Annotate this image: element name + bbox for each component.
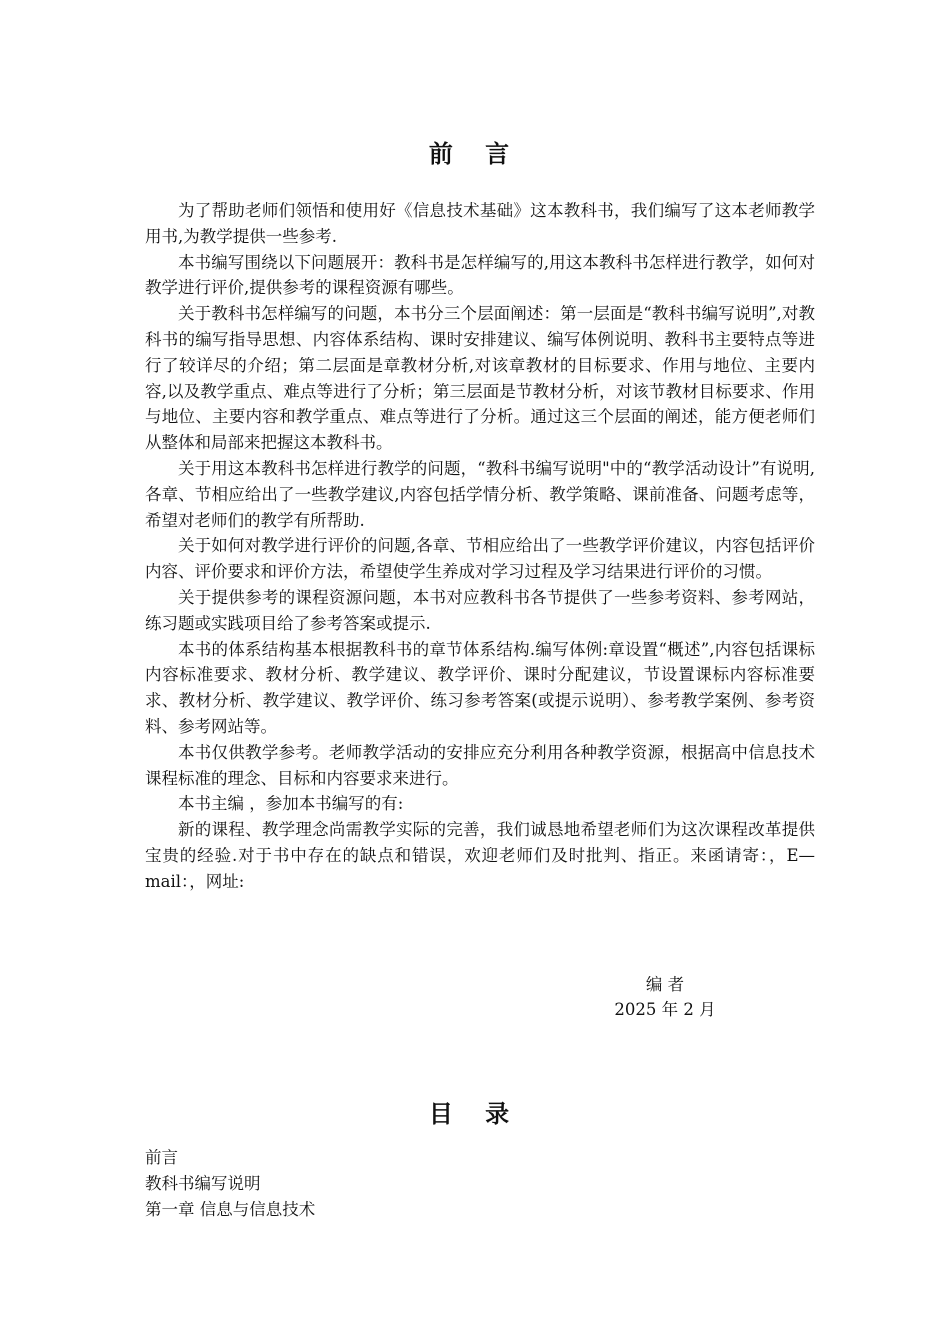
toc-item: 第一章 信息与信息技术 <box>145 1200 316 1219</box>
preface-paragraph: 为了帮助老师们领悟和使用好《信息技术基础》这本教科书，我们编写了这本老师教学用书,为教学提供一些参考. <box>145 201 815 246</box>
preface-signature-block <box>560 972 770 1022</box>
preface-paragraph: 本书主编 ，参加本书编写的有: <box>178 794 404 814</box>
preface-paragraph: 本书的体系结构基本根据教科书的章节体系结构.编写体例:章设置“概述”,内容包括课标内容标准要求、教材分析、教学建议、教学评价、课时分配建议，节设置课标内容标准要求、教材分析、教学建议、教学评价、练习参考答案(或提示说明）、参考教学案例、参考资料、参考网站等。 <box>145 639 815 736</box>
preface-paragraph: 新的课程、教学理念尚需教学实际的完善，我们诚恳地希望老师们为这次课程改革提供宝贵的经验.对于书中存在的缺点和错误，欢迎老师们及时批判、指正。来函请寄：，E—mail：，网址: <box>145 820 815 891</box>
preface-title: 前 言 <box>428 140 522 168</box>
table-of-contents <box>145 1145 315 1223</box>
preface-paragraph: 关于用这本教科书怎样进行教学的问题，“教科书编写说明"中的“教学活动设计”有说明,各章、节相应给出了一些教学建议,内容包括学情分析、教学策略、课前准备、问题考虑等，希望对老师们的教学有所帮助. <box>145 458 815 530</box>
preface-paragraph: 关于教科书怎样编写的问题，本书分三个层面阐述：第一层面是“教科书编写说明”,对教科书的编写指导思想、内容体系结构、课时安排建议、编写体例说明、教科书主要特点等进行了较详尽的介绍；第二层面是章教材分析,对该章教材的目标要求、作用与地位、主要内容,以及教学重点、难点等进行了分析；第三层面是节教材分析，对该节教材目标要求、作用与地位、主要内容和教学重点、难点等进行了分析。通过这三个层面的阐述，能方便老师们从整体和局部来把握这本教科书。 <box>145 304 815 453</box>
toc-item: 教科书编写说明 <box>145 1174 261 1193</box>
preface-signature: 编 者 <box>645 975 685 994</box>
toc-item: 前言 <box>145 1148 178 1167</box>
preface-date: 2025 年 2 月 <box>614 1000 716 1019</box>
preface-paragraph: 本书仅供教学参考。老师教学活动的安排应充分利用各种教学资源，根据高中信息技术课程标准的理念、目标和内容要求来进行。 <box>145 742 815 788</box>
preface-body <box>145 198 815 895</box>
toc-title: 目 录 <box>428 1100 522 1128</box>
preface-paragraph: 本书编写围绕以下问题展开：教科书是怎样编写的,用这本教科书怎样进行教学，如何对教学进行评价,提供参考的课程资源有哪些。 <box>145 252 815 298</box>
preface-paragraph: 关于如何对教学进行评价的问题,各章、节相应给出了一些教学评价建议，内容包括评价内容、评价要求和评价方法，希望使学生养成对学习过程及学习结果进行评价的习惯。 <box>145 536 815 582</box>
preface-paragraph: 关于提供参考的课程资源问题，本书对应教科书各节提供了一些参考资料、参考网站，练习题或实践项目给了参考答案或提示. <box>145 587 815 633</box>
